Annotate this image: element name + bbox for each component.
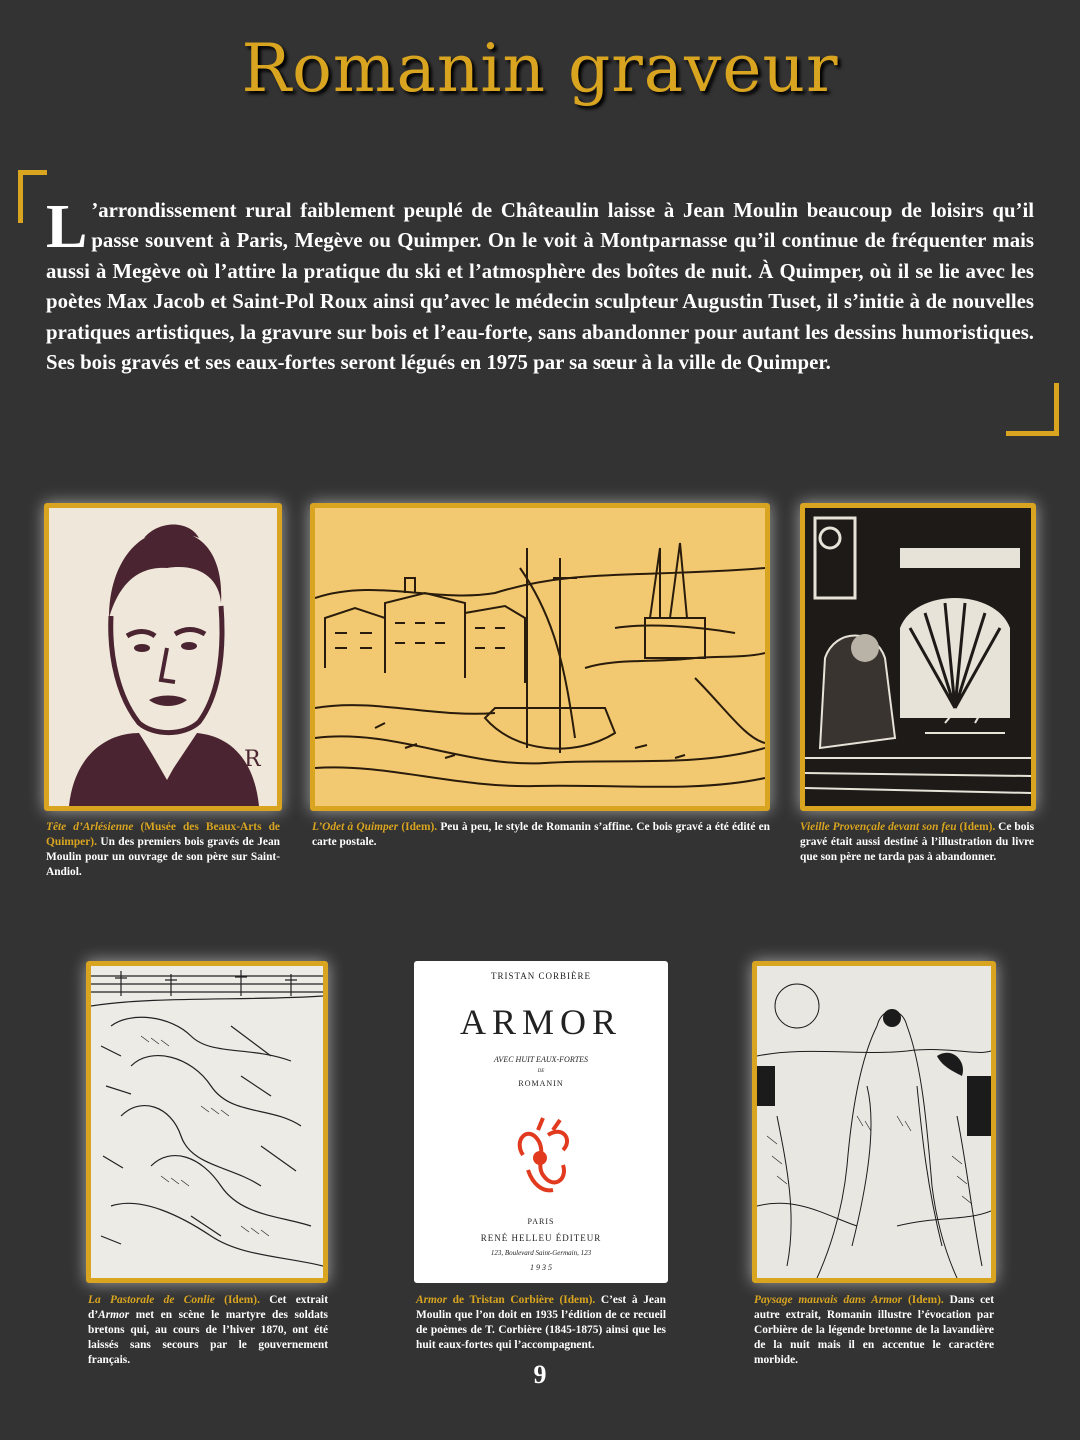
cover-address: 123, Boulevard Saint-Germain, 123 [490,1249,592,1257]
caption-armor: Armor de Tristan Corbière (Idem). C’est à Jean Moulin que l’on doit en 1935 l’édition de ce recueil de poèmes de T. Corbière (1845-1875) ainsi que les huit eaux-fortes qui l’accompagnent. [416,1294,666,1351]
caption-pastorale-conlie: La Pastorale de Conlie (Idem). Cet extrait d’Armor met en scène le martyre des soldats bretons qui, au cours de l’hiver 1870, ont été laissés sans secours par le gouvernement français. [88,1294,328,1366]
figure-paysage-mauvais [752,961,996,1283]
etching-soldiers [91,966,323,1278]
drop-cap: L [46,193,88,261]
figure-pastorale-conlie [86,961,328,1283]
cover-ornament [508,1110,578,1200]
intro-text: ’arrondissement rural faiblement peuplé de Châteaulin laisse à Jean Moulin beaucoup de loisirs qu’il passe souvent à Paris, Megève ou Quimper. On le voit à Montparnasse qu’il continue de fréquenter mais aussi à Megève où l’attire la pratique du ski et l’atmosphère des boîtes de nuit. À Quimper, où il se lie avec les poètes Max Jacob et Saint-Pol Roux ainsi qu’avec le médecin sculpteur Augustin Tuset, il s’initie à de nouvelles pratiques artistiques, la gravure sur bois et l’eau-forte, sans abandonner pour autant les dessins humoristiques. Ses bois gravés et ses eaux-fortes seront légués en 1975 par sa sœur à la ville de Quimper. [46,199,1034,375]
figure-tete-arlesienne [44,503,282,811]
page-number: 9 [533,1360,547,1389]
cover-subtitle: AVEC HUIT EAUX-FORTES [493,1055,589,1064]
woodcut-portrait [49,508,277,806]
signature-mark: R [244,747,261,772]
page-title: Romanin graveur [241,30,839,107]
caption-tete-arlesienne: Tête d’Arlésienne (Musée des Beaux-Arts de Quimper). Un des premiers bois gravés de Jean Moulin pour un ouvrage de son père sur Saint-Andiol. [46,821,280,878]
cover-author: TRISTAN CORBIÈRE [490,971,592,981]
woodcut-harbour [315,508,765,806]
cover-title: ARMOR [459,1002,623,1042]
figure-vieille-provencale [800,503,1036,811]
figure-odet-quimper [310,503,770,811]
bracket-bottom-right [1006,383,1059,436]
cover-de: DE [537,1069,545,1074]
etching-lavandiere [757,966,991,1278]
intro-paragraph [46,193,1034,378]
cover-publisher: RENÉ HELLEU ÉDITEUR [480,1233,602,1243]
bracket-top-left [18,170,47,223]
caption-odet-quimper: L’Odet à Quimper (Idem). Peu à peu, le style de Romanin s’affine. Ce bois gravé a été édité en carte postale. [312,821,771,848]
woodcut-interior [805,508,1031,806]
cover-year: 1 9 3 5 [530,1263,552,1272]
caption-vieille-provencale: Vieille Provençale devant son feu (Idem). Ce bois gravé était aussi destiné à l’illustration du livre que son père ne tarda pas à abandonner. [800,821,1034,863]
figure-armor-cover [414,961,668,1283]
cover-illustrator: ROMANIN [518,1079,564,1088]
cover-city: PARIS [527,1217,555,1226]
caption-paysage-mauvais: Paysage mauvais dans Armor (Idem). Dans cet autre extrait, Romanin illustre l’évocation par Corbière de la légende bretonne de la lavandière de la nuit mais il en accentue le caractère morbide. [754,1294,995,1366]
